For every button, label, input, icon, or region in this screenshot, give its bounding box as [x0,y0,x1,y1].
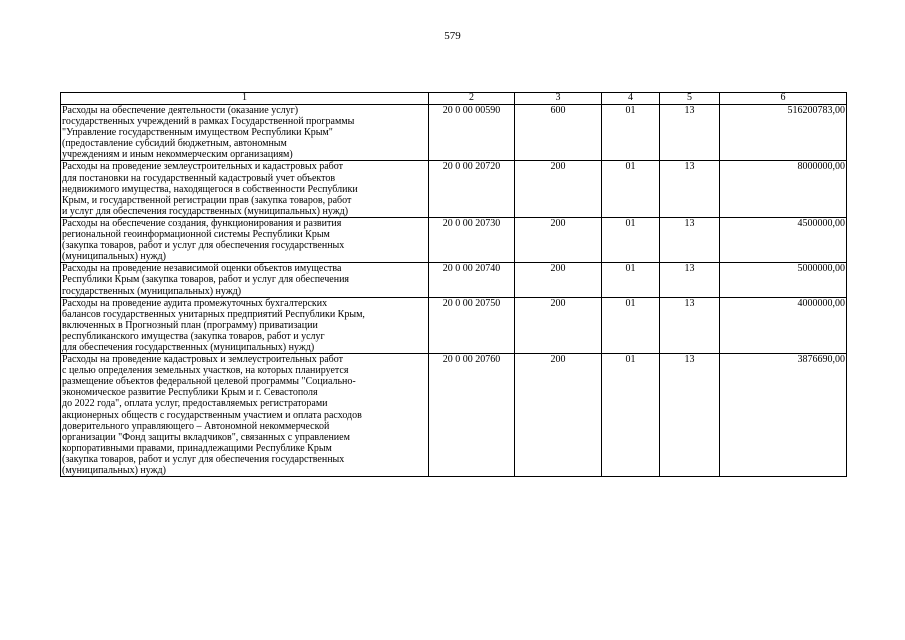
row-col3: 200 [515,354,602,477]
row-amount: 8000000,00 [720,161,847,217]
row-col5: 13 [660,297,720,353]
row-col4: 01 [602,105,660,161]
row-description: Расходы на проведение аудита промежуточных бухгалтерских балансов государственных унитарных предприятий Республики Крым, включенных в Прогнозный план (программу) приватизации республиканского имущества (закупка товаров, работ и услуг для обеспечения государственных (муниципальных) нужд) [61,297,429,353]
budget-table [60,92,847,477]
row-amount: 3876690,00 [720,354,847,477]
row-code: 20 0 00 20760 [429,354,515,477]
row-amount: 5000000,00 [720,263,847,297]
table-header-row [61,93,847,105]
table-row [61,217,847,262]
row-col3: 200 [515,217,602,262]
row-col4: 01 [602,263,660,297]
row-code: 20 0 00 20740 [429,263,515,297]
table-row [61,354,847,477]
row-col5: 13 [660,217,720,262]
table-row [61,263,847,297]
table-row [61,105,847,161]
row-code: 20 0 00 20720 [429,161,515,217]
row-description: Расходы на обеспечение создания, функционирования и развития региональной геоинформационной системы Республики Крым (закупка товаров, работ и услуг для обеспечения государственных (муниципальных) нужд) [61,217,429,262]
row-col3: 200 [515,161,602,217]
row-description: Расходы на обеспечение деятельности (оказание услуг) государственных учреждений в рамках Государственной программы "Управление государственным имуществом Республики Крым" (предоставление субсидий бюджетным, автономным учреждениям и иным некоммерческим организациям) [61,105,429,161]
header-col-3: 3 [515,93,602,105]
row-code: 20 0 00 20730 [429,217,515,262]
header-col-5: 5 [660,93,720,105]
row-col3: 600 [515,105,602,161]
row-amount: 4500000,00 [720,217,847,262]
page-number: 579 [444,30,461,42]
row-code: 20 0 00 20750 [429,297,515,353]
header-col-1: 1 [61,93,429,105]
header-col-2: 2 [429,93,515,105]
row-amount: 4000000,00 [720,297,847,353]
row-amount: 516200783,00 [720,105,847,161]
row-description: Расходы на проведение кадастровых и землеустроительных работ с целью определения земельных участков, на которых планируется размещение объектов федеральной целевой программы "Социально- экономическое развитие Республики Крым и г. Севастополя до 2022 года", оплата услуг, предоставляемых регистраторами акционерных обществ с государственным участием и оплата расходов доверительного управляющего – Автономной некоммерческой организации "Фонд защиты вкладчиков", связанных с управлением корпоративными правами, принадлежащими Республике Крым (закупка товаров, работ и услуг для обеспечения государственных (муниципальных) нужд) [61,354,429,477]
row-col4: 01 [602,354,660,477]
row-col5: 13 [660,354,720,477]
header-col-4: 4 [602,93,660,105]
row-col4: 01 [602,217,660,262]
header-col-6: 6 [720,93,847,105]
row-col3: 200 [515,263,602,297]
row-description: Расходы на проведение независимой оценки объектов имущества Республики Крым (закупка товаров, работ и услуг для обеспечения государственных (муниципальных) нужд) [61,263,429,297]
row-col4: 01 [602,297,660,353]
row-code: 20 0 00 00590 [429,105,515,161]
row-description: Расходы на проведение землеустроительных и кадастровых работ для постановки на государственный кадастровый учет объектов недвижимого имущества, находящегося в собственности Республики Крым, и государственной регистрации прав (закупка товаров, работ и услуг для обеспечения государственных (муниципальных) нужд) [61,161,429,217]
row-col5: 13 [660,105,720,161]
table-row [61,297,847,353]
row-col4: 01 [602,161,660,217]
row-col5: 13 [660,161,720,217]
row-col5: 13 [660,263,720,297]
table-row [61,161,847,217]
row-col3: 200 [515,297,602,353]
